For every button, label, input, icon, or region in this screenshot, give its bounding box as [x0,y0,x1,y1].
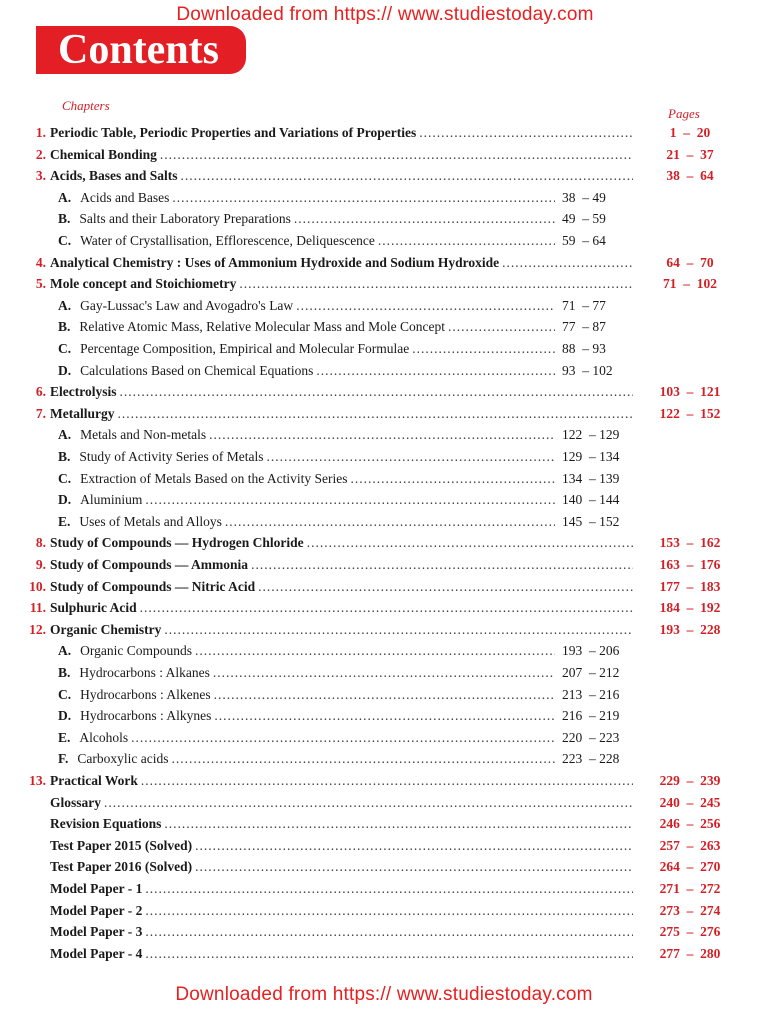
toc-entry [0,165,768,187]
chapter-number: 3. [35,168,46,184]
section-letter: E. [58,513,71,529]
section-title: Relative Atomic Mass, Relative Molecular Mass and Mole Concept [79,319,445,335]
chapter-pages: 240 – 245 [659,794,721,810]
section-letter: A. [58,427,72,443]
chapter-pages: 271 – 272 [659,881,721,896]
entry-line [50,576,636,598]
dot-leader [412,338,555,360]
chapter-title: Model Paper - 1 [50,881,143,896]
toc-subentry [0,316,768,338]
section-title: Hydrocarbons : Alkynes [80,708,212,724]
chapter-number: 6. [35,384,46,400]
entry-line [58,705,558,727]
section-pages: 213 – 216 [562,686,620,702]
dot-leader [181,165,633,187]
entry-line [58,316,558,338]
dot-leader [104,792,633,814]
toc-entry [0,381,768,403]
chapter-title: Model Paper - 2 [50,902,143,918]
chapter-title: Metallurgy [50,405,115,421]
toc-entry [0,273,768,295]
chapter-title: Model Paper - 3 [50,924,143,940]
dot-leader [117,403,633,425]
chapter-title: Chemical Bonding [50,146,157,162]
toc-subentry [0,684,768,706]
chapter-pages: 1 – 20 [669,125,711,140]
entry-line [58,511,558,533]
chapters-heading: Chapters [62,98,110,113]
toc-entry [0,619,768,641]
toc-entry [0,403,768,425]
chapter-title: Revision Equations [50,816,162,832]
section-letter: C. [58,686,72,702]
dot-leader [131,727,555,749]
section-pages: 216 – 219 [562,708,620,724]
entry-line [58,468,558,490]
section-title: Extraction of Metals Based on the Activity Series [80,470,348,486]
dot-leader [120,381,634,403]
section-title: Percentage Composition, Empirical and Molecular Formulae [80,341,410,356]
toc-entry [0,532,768,554]
section-pages: 134 – 139 [562,470,620,486]
chapter-number: 11. [29,600,46,616]
toc-subentry [0,360,768,382]
toc-subentry [0,187,768,209]
section-pages: 77 – 87 [562,319,606,335]
dot-leader [145,489,555,511]
chapter-title: Sulphuric Acid [50,600,137,616]
chapter-pages: 103 – 121 [659,384,721,400]
entry-line [50,619,636,641]
chapter-title: Study of Compounds — Ammonia [50,557,249,572]
toc-entry [0,856,768,878]
chapter-title: Periodic Table, Periodic Properties and Variations of Properties [50,125,417,140]
section-title: Acids and Bases [80,189,170,205]
toc-entry [0,835,768,857]
chapter-number: 13. [29,773,46,788]
dot-leader [258,576,633,598]
toc-subentry [0,208,768,230]
entry-line [50,770,636,792]
section-pages: 145 – 152 [562,513,620,529]
chapter-number: 12. [29,621,46,637]
toc-subentry [0,446,768,468]
dot-leader [164,619,633,641]
section-pages: 129 – 134 [562,449,620,464]
dot-leader [164,813,633,835]
chapter-title: Organic Chemistry [50,621,162,637]
entry-line [58,230,558,252]
entry-line [58,662,558,684]
dot-leader [239,273,633,295]
section-pages: 223 – 228 [562,751,620,767]
section-letter: B. [58,211,71,227]
toc-subentry [0,338,768,360]
dot-leader [195,835,633,857]
toc-entry [0,813,768,835]
section-title: Hydrocarbons : Alkanes [79,665,210,680]
dot-leader [141,770,633,792]
chapter-pages: 193 – 228 [659,621,721,637]
entry-line [50,597,636,619]
section-title: Alcohols [79,729,129,745]
entry-line [50,878,636,900]
entry-line [58,424,558,446]
section-letter: A. [58,643,72,659]
entry-line [58,338,558,360]
entry-line [58,360,558,382]
dot-leader [448,316,555,338]
dot-leader [307,532,633,554]
chapter-title: Test Paper 2015 (Solved) [50,837,193,853]
section-letter: F. [58,751,69,767]
dot-leader [214,684,555,706]
toc-entry [0,554,768,576]
section-pages: 71 – 77 [562,297,606,313]
toc-subentry [0,640,768,662]
chapter-pages: 177 – 183 [659,578,721,594]
section-pages: 207 – 212 [562,665,620,680]
dot-leader [267,446,556,468]
section-pages: 59 – 64 [562,233,606,248]
dot-leader [140,597,633,619]
entry-line [58,208,558,230]
watermark-top: Downloaded from https:// www.studiestoday.com [176,4,594,25]
dot-leader [251,554,633,576]
toc-entry [0,921,768,943]
toc-subentry [0,705,768,727]
section-title: Water of Crystallisation, Efflorescence, Deliquescence [80,233,375,248]
dot-leader [225,511,555,533]
dot-leader [209,424,555,446]
toc-subentry [0,511,768,533]
entry-line [50,381,636,403]
dot-leader [145,900,633,922]
chapter-number: 5. [35,276,46,292]
entry-line [50,403,636,425]
section-pages: 122 – 129 [562,427,620,443]
section-letter: C. [58,470,72,486]
dot-leader [502,252,633,274]
entry-line [50,532,636,554]
chapter-pages: 163 – 176 [659,557,721,572]
section-letter: B. [58,449,71,464]
section-letter: C. [58,341,72,356]
entry-line [50,856,636,878]
dot-leader [316,360,555,382]
entry-line [58,446,558,468]
section-title: Study of Activity Series of Metals [79,449,264,464]
section-title: Gay-Lussac's Law and Avogadro's Law [80,297,294,313]
section-letter: B. [58,665,71,680]
dot-leader [195,640,555,662]
chapter-title: Practical Work [50,773,138,788]
section-letter: B. [58,319,71,335]
section-letter: C. [58,233,72,248]
chapter-number: 1. [35,125,46,140]
section-letter: E. [58,729,71,745]
chapter-pages: 229 – 239 [659,773,721,788]
toc-subentry [0,295,768,317]
entry-line [58,684,558,706]
chapter-title: Model Paper - 4 [50,945,143,961]
chapter-pages: 264 – 270 [659,859,721,875]
toc-subentry [0,727,768,749]
section-letter: A. [58,297,72,313]
entry-line [58,748,558,770]
entry-line [58,640,558,662]
entry-line [50,813,636,835]
toc-entry [0,576,768,598]
section-letter: D. [58,708,72,724]
entry-line [50,792,636,814]
pages-heading: Pages [668,106,700,121]
chapter-number: 2. [35,146,46,162]
toc-subentry [0,230,768,252]
entry-line [50,252,636,274]
chapter-pages: 64 – 70 [666,254,714,270]
entry-line [58,727,558,749]
section-title: Hydrocarbons : Alkenes [80,686,211,702]
section-pages: 140 – 144 [562,492,620,508]
entry-line [50,144,636,166]
toc-subentry [0,748,768,770]
section-pages: 38 – 49 [562,189,606,205]
chapter-title: Study of Compounds — Nitric Acid [50,578,256,594]
chapter-pages: 71 – 102 [663,276,717,292]
toc-entry [0,122,768,144]
section-pages: 88 – 93 [562,341,606,356]
toc-entry [0,900,768,922]
watermark-bottom: Downloaded from https:// www.studiestoday.com [175,984,593,1005]
entry-line [58,187,558,209]
entry-line [58,295,558,317]
chapter-pages: 246 – 256 [659,816,721,832]
dot-leader [172,187,555,209]
chapter-title: Test Paper 2016 (Solved) [50,859,193,875]
dot-leader [160,144,633,166]
section-title: Uses of Metals and Alloys [79,513,222,529]
dot-leader [350,468,555,490]
section-title: Carboxylic acids [77,751,169,767]
section-title: Metals and Non-metals [80,427,207,443]
chapter-pages: 122 – 152 [659,405,721,421]
section-letter: D. [58,492,72,508]
chapter-number: 4. [35,254,46,270]
chapter-pages: 38 – 64 [666,168,714,184]
chapter-title: Mole concept and Stoichiometry [50,276,237,292]
chapter-number: 9. [35,557,46,572]
chapter-pages: 184 – 192 [659,600,721,616]
toc-subentry [0,424,768,446]
dot-leader [145,921,633,943]
entry-line [50,122,636,144]
section-pages: 193 – 206 [562,643,620,659]
entry-line [58,489,558,511]
section-letter: A. [58,189,72,205]
section-title: Calculations Based on Chemical Equations [80,362,314,378]
dot-leader [419,122,633,144]
chapter-number: 8. [35,535,46,551]
chapter-pages: 257 – 263 [659,837,721,853]
chapter-title: Electrolysis [50,384,117,400]
toc-entry [0,792,768,814]
entry-line [50,554,636,576]
section-pages: 49 – 59 [562,211,606,227]
chapter-title: Glossary [50,794,102,810]
toc-subentry [0,468,768,490]
chapter-title: Study of Compounds — Hydrogen Chloride [50,535,304,551]
dot-leader [145,878,633,900]
chapter-number: 7. [35,405,46,421]
dot-leader [378,230,555,252]
entry-line [50,165,636,187]
chapter-pages: 277 – 280 [659,945,721,961]
chapter-pages: 153 – 162 [659,535,721,551]
toc-entry [0,878,768,900]
entry-line [50,900,636,922]
toc-subentry [0,489,768,511]
section-pages: 220 – 223 [562,729,620,745]
entry-line [50,943,636,965]
dot-leader [172,748,556,770]
dot-leader [214,705,555,727]
section-letter: D. [58,362,72,378]
toc-entry [0,943,768,965]
section-pages: 93 – 102 [562,362,613,378]
dot-leader [213,662,555,684]
chapter-number: 10. [29,578,46,594]
entry-line [50,835,636,857]
dot-leader [195,856,633,878]
toc-entry [0,770,768,792]
toc-entry [0,252,768,274]
chapter-pages: 273 – 274 [659,902,721,918]
dot-leader [145,943,633,965]
section-title: Salts and their Laboratory Preparations [79,211,291,227]
section-title: Aluminium [80,492,143,508]
page-title: Contents [58,27,220,73]
chapter-title: Analytical Chemistry : Uses of Ammonium Hydroxide and Sodium Hydroxide [50,254,500,270]
toc-entry [0,144,768,166]
dot-leader [294,208,555,230]
entry-line [50,921,636,943]
dot-leader [296,295,555,317]
toc-entry [0,597,768,619]
chapter-title: Acids, Bases and Salts [50,168,178,184]
toc-subentry [0,662,768,684]
chapter-pages: 275 – 276 [659,924,721,940]
section-title: Organic Compounds [80,643,192,659]
chapter-pages: 21 – 37 [666,146,714,162]
entry-line [50,273,636,295]
